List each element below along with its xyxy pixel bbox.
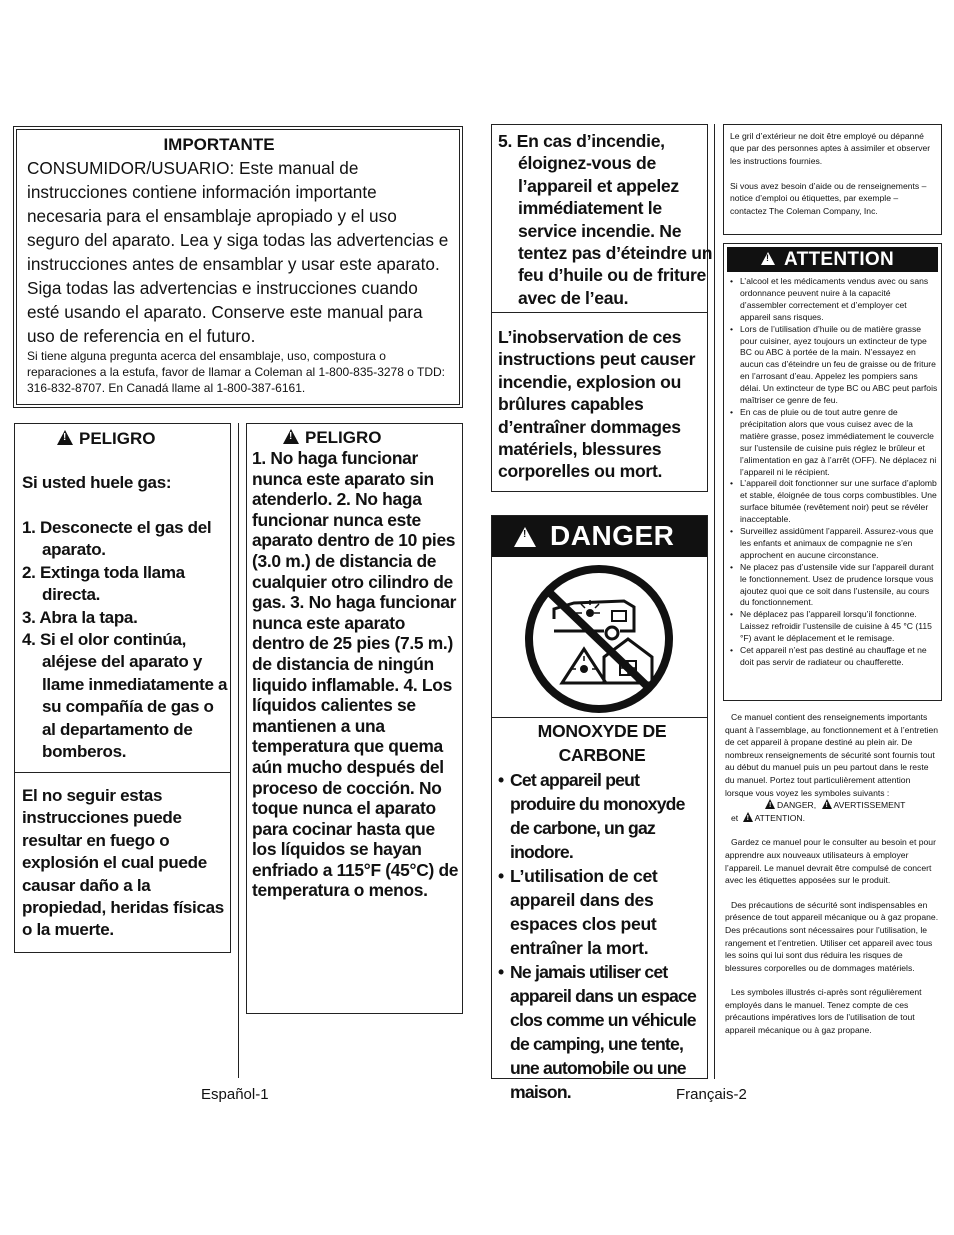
symbols-line-2 bbox=[725, 812, 939, 825]
list-item: • Cet appareil n’est pas destiné au chauffage et ne doit pas servir de radiateur ou chaufferette. bbox=[728, 645, 939, 669]
peligro-operation-body: 1. No haga funcionar nunca este aparato sin atenderlo. 2. No haga funcionar nunca este aparato dentro de 10 pies (3.0 m.) de distancia de cualquier otro cilindro de gas. 3. No haga funcionar nunca este aparato dentro de 25 pies (7.5 m.) de distancia de ningún liquido inflamable. 4. Los líquidos calientes se mantienen a una temperatura que quema aún mucho después del proceso de cocción. No toque nunca el aparato para cocinar hasta que los líquidos se hayan enfriado a 115°F (45°C) de temperatura o menos. bbox=[252, 448, 459, 901]
symbols-line bbox=[725, 799, 939, 812]
warning-icon bbox=[283, 429, 299, 444]
list-item: • En cas de pluie ou de tout autre genre de précipitation alors que vous cuisez avec de la matière grasse, posez immédiatement le couvercle sur l’ustensile de cuisine puis réglez le brûleur et l’alimentation en gaz à l’arrêt (OFF). Ne déplacez ni l’appareil ni le récipient. bbox=[728, 407, 939, 478]
warning-icon bbox=[514, 527, 536, 547]
peligro-operation-box bbox=[246, 423, 463, 1014]
no-indoor-pictogram bbox=[492, 557, 707, 718]
warning-icon bbox=[743, 812, 753, 822]
right-column-rule bbox=[714, 124, 715, 1079]
peligro-gas-list bbox=[22, 517, 230, 763]
general-info-p1: Le gril d’extérieur ne doit être employé ou dépanné que par des personnes aptes à assimiler et observer les instructions fournies. bbox=[730, 131, 931, 166]
peligro-gas-lead: Si usted huele gas: bbox=[22, 473, 172, 492]
danger-subtitle: MONOXYDE DE CARBONE bbox=[537, 721, 667, 765]
list-item: • L’alcool et les médicaments vendus avec ou sans ordonnance peuvent nuire à la capacité d’assembler correctement et d’employer cet appareil sans risques. bbox=[728, 276, 939, 324]
danger-list bbox=[496, 768, 706, 1104]
list-item: 4. Si el olor continúa, aléjese del aparato y llame inmediatamente a su compañía de gas o al departamento de bomberos. bbox=[22, 630, 228, 762]
column-divider bbox=[238, 423, 239, 1078]
list-item: 3. Abra la tapa. bbox=[22, 607, 138, 627]
symbol-danger-label: DANGER, bbox=[777, 800, 817, 811]
importante-small: Si tiene alguna pregunta acerca del ensamblaje, uso, compostura o reparaciones a la estufa, favor de llamar a Coleman al 1-800-835-3278 o TDD: 316-832-8707. En Canadá llame al 1-800-387-6161. bbox=[27, 349, 446, 395]
warning-icon bbox=[761, 252, 775, 265]
list-item: • Cet appareil peut produire du monoxyde de carbone, un gaz inodore. bbox=[496, 768, 706, 864]
list-item: • Ne placez pas d’ustensile vide sur l’appareil durant le fonctionnement. Usez de prudence lorsque vous ajoutez quoi que ce soit dans l’ustensile, au cours du fonctionnement. bbox=[728, 562, 939, 610]
symbol-et-label: et bbox=[731, 812, 739, 823]
importante-body: CONSUMIDOR/USUARIO: Este manual de instrucciones contiene información importante necesaria para el ensamblaje apropiado y el uso seguro del aparato. Lea y siga todas las advertencias e instrucciones antes de ensamblar y usar este aparato. Siga todas las advertencias e instrucciones cuando esté usando el aparato. Conserve este manual para uso de referencia en el futuro. bbox=[27, 158, 449, 346]
peligro-gas-box bbox=[14, 423, 231, 953]
list-item: • L’utilisation de cet appareil dans des espaces clos peut entraîner la mort. bbox=[496, 864, 706, 960]
list-item: • Lors de l’utilisation d’huile ou de matière grasse pour cuisiner, ayez toujours un extincteur de type BC ou ABC à portée de la main. N’essayez en aucun cas d’éteindre un feu de graisse ou de friture en l’arrosant d’eau. Appelez les pompiers sans délai. Un extincteur de type BC ou ABC peut parfois maîtriser ce genre de feu. bbox=[728, 324, 939, 407]
general-info-p2: Si vous avez besoin d’aide ou de renseignements – notice d’emploi ou étiquettes, par exemple – contactez The Coleman Company, Inc. bbox=[730, 181, 927, 216]
list-item: • Surveillez assidûment l’appareil. Assurez-vous que les enfants et animaux de compagnie ne s’en approchent en aucune circonstance. bbox=[728, 526, 939, 562]
attention-list bbox=[728, 276, 939, 669]
warning-icon bbox=[822, 799, 832, 809]
list-item: 1. Desconecte el gas del aparato. bbox=[22, 518, 212, 560]
attention-header bbox=[727, 247, 938, 272]
peligro-gas-title: PELIGRO bbox=[79, 429, 156, 448]
list-item: • Ne jamais utiliser cet appareil dans un espace clos comme un véhicule de camping, une tente, une automobile ou une maison. bbox=[496, 960, 706, 1104]
manual-info-p2: Gardez ce manuel pour le consulter au besoin et pour apprendre aux nouveaux utilisateurs à employer l’appareil. Le manuel devrait être compulsé de concert avec les étiquettes apposées sur le produit. bbox=[725, 837, 936, 886]
inobservation-text: L’inobservation de ces instructions peut causer incendie, explosion ou brûlures capables d’entraîner dommages matériels, blessures corporelles ou mort. bbox=[498, 327, 696, 482]
peligro-operation-heading bbox=[283, 428, 382, 448]
warning-icon bbox=[765, 799, 775, 809]
attention-box bbox=[723, 243, 942, 701]
list-item: • L’appareil doit fonctionner sur une surface d’aplomb et stable, éloignée de tous corps combustibles. Une surface bitumée (revêtement noir) peut se révéler inacceptable. bbox=[728, 478, 939, 526]
peligro-gas-heading bbox=[57, 429, 156, 449]
manual-info-p4: Les symboles illustrés ci-après sont régulièrement employés dans le manuel. Tenez compte de ces précautions impératives lors de l’utilisation de tout appareil mécanique ou à gaz propane. bbox=[725, 987, 922, 1036]
fire-item-5: 5. En cas d’incendie, éloignez-vous de l’appareil et appelez immédiatement le service incendie. Ne tentez pas d’éteindre un feu d’huile ou de friture avec de l’eau. bbox=[498, 131, 713, 308]
danger-box bbox=[491, 515, 708, 1102]
manual-info-p1: Ce manuel contient des renseignements importants quant à l’assemblage, au fonctionnement et à l’entretien de cet appareil à propane destiné au plein air. De nombreux renseignements de sécurité sont fournis tout au début du manuel puis un peu partout dans le reste du manuel. Portez tout particulièrement attention lorsque vous voyez les symboles suivants : bbox=[725, 712, 939, 798]
symbol-attention-label: ATTENTION. bbox=[754, 812, 806, 823]
attention-title: ATTENTION bbox=[784, 249, 895, 270]
no-indoor-use-icon bbox=[492, 557, 706, 717]
list-item: 2. Extinga toda llama directa. bbox=[22, 562, 185, 605]
danger-title: DANGER bbox=[550, 520, 675, 551]
peligro-operation-title: PELIGRO bbox=[305, 428, 382, 447]
danger-header bbox=[492, 516, 707, 557]
manual-info bbox=[725, 711, 939, 1037]
page-number-left: Español-1 bbox=[201, 1086, 269, 1103]
warning-icon bbox=[57, 430, 73, 445]
fire-warning-box bbox=[491, 124, 713, 492]
manual-info-p3: Des précautions de sécurité sont indispensables en présence de tout appareil mécanique ou à gaz propane. Des précautions sont nécessaires pour l’utilisation, le rangement et l’entretien. Utiliser cet appareil avec tous les soins qui lui sont dus réduira les risques de blessures corporelles ou de dommages matériels. bbox=[725, 899, 939, 973]
general-info-box bbox=[723, 124, 942, 235]
symbol-avertissement-label: AVERTISSEMENT bbox=[833, 800, 906, 811]
list-item: • Ne déplacez pas l’appareil lorsqu’il fonctionne. Laissez refroidir l’ustensile de cuisine à 45 °C (115 °F) avant le déplacement et le remisage. bbox=[728, 609, 939, 645]
peligro-gas-footer: El no seguir estas instrucciones puede resultar en fuego o explosión el cual puede causar daño a la propiedad, heridas físicas o la muerte. bbox=[22, 786, 224, 940]
peligro-gas-section bbox=[15, 424, 230, 773]
importante-title: IMPORTANTE bbox=[163, 135, 275, 154]
page-number-right: Français-2 bbox=[676, 1086, 747, 1103]
importante-box bbox=[13, 126, 463, 408]
